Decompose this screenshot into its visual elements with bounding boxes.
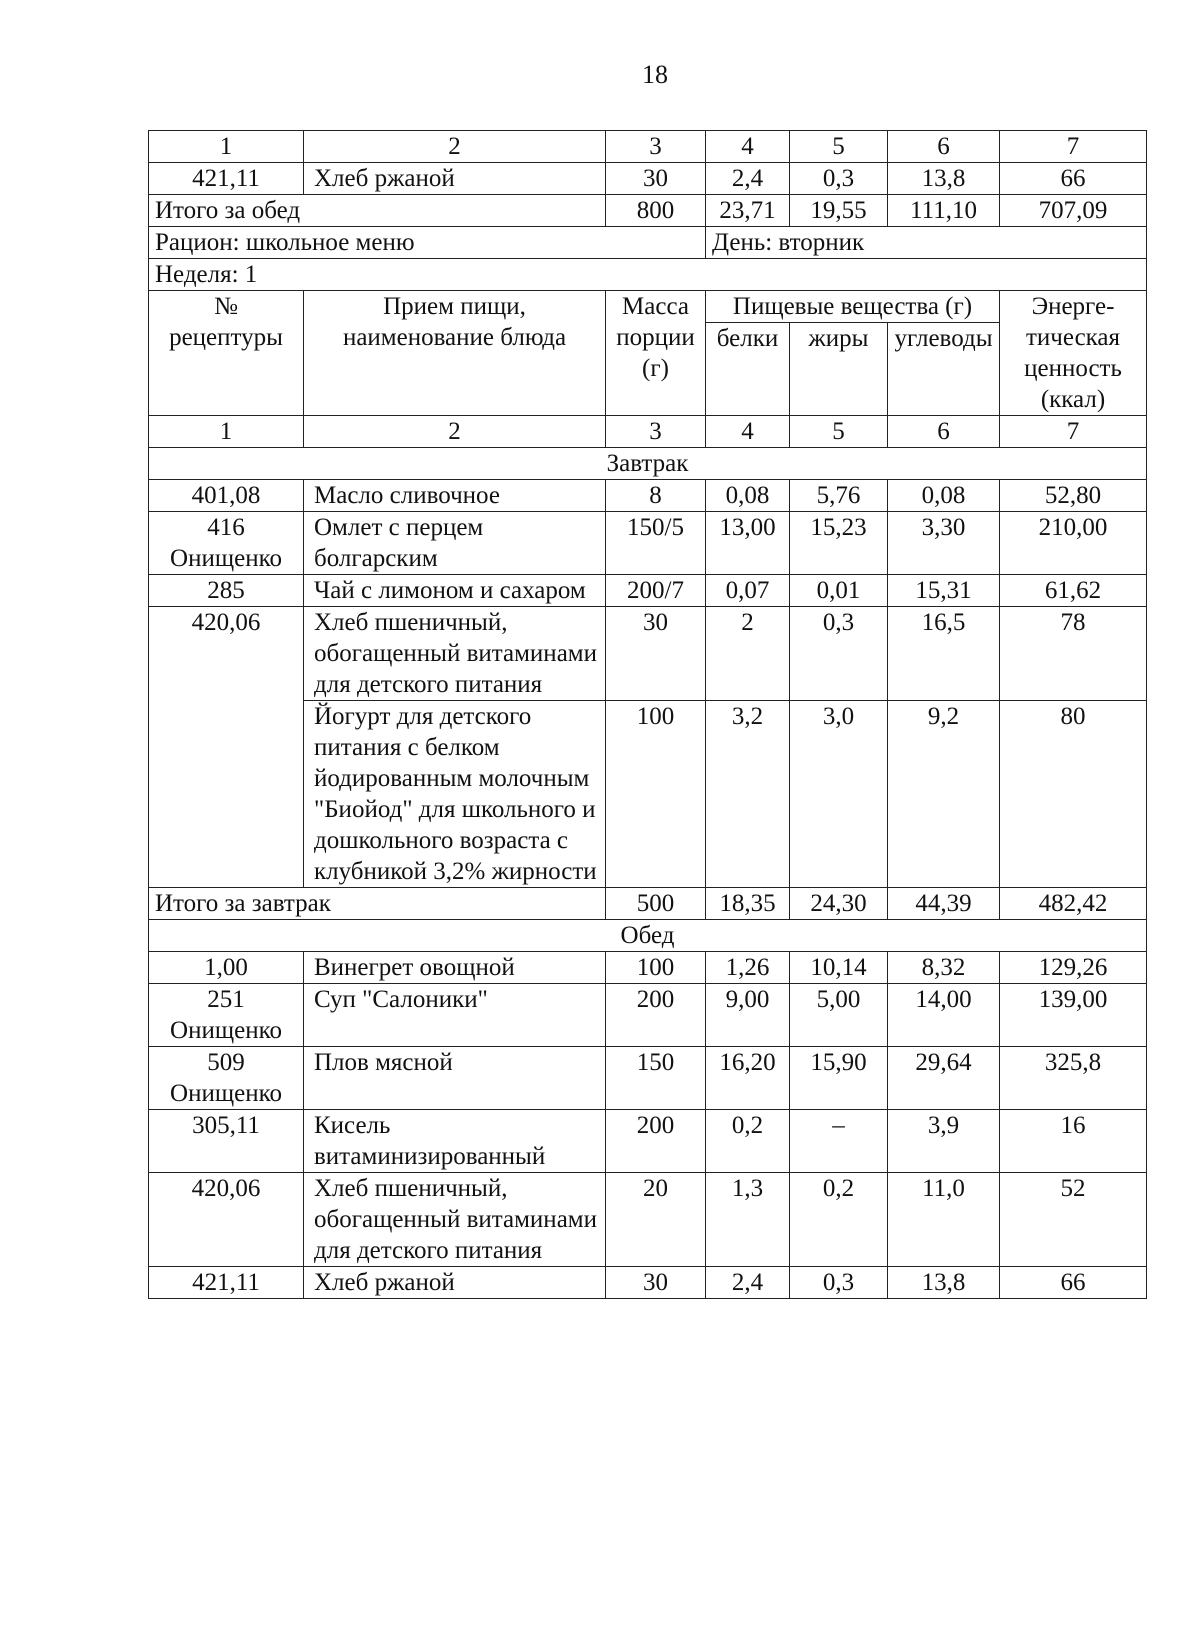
portion-mass: 150/5 — [606, 512, 706, 575]
recipe-code: 1,00 — [149, 952, 304, 984]
column-number: 5 — [790, 131, 888, 163]
carbs-value: 11,0 — [888, 1173, 1000, 1267]
portion-mass: 30 — [606, 1267, 706, 1299]
recipe-code: 285 — [149, 575, 304, 607]
kcal-value: 66 — [1000, 163, 1147, 195]
dish-name: Хлеб ржаной — [304, 1267, 606, 1299]
ration-label: Рацион: школьное меню — [149, 227, 706, 259]
dish-name: Плов мясной — [304, 1047, 606, 1110]
column-number: 3 — [606, 131, 706, 163]
header-protein: белки — [706, 323, 790, 416]
kcal-value: 129,26 — [1000, 952, 1147, 984]
portion-mass: 800 — [606, 195, 706, 227]
header-row — [149, 291, 1147, 323]
fat-value: 24,30 — [790, 888, 888, 920]
protein-value: 18,35 — [706, 888, 790, 920]
kcal-value: 52,80 — [1000, 480, 1147, 512]
fat-value: 5,00 — [790, 984, 888, 1047]
carbs-value: 9,2 — [888, 701, 1000, 888]
column-number-row — [149, 416, 1147, 448]
page-number: 18 — [642, 60, 668, 89]
protein-value: 1,3 — [706, 1173, 790, 1267]
carbs-value: 44,39 — [888, 888, 1000, 920]
recipe-code: 401,08 — [149, 480, 304, 512]
fat-value: 5,76 — [790, 480, 888, 512]
protein-value: 2 — [706, 607, 790, 701]
portion-mass: 150 — [606, 1047, 706, 1110]
protein-value: 23,71 — [706, 195, 790, 227]
recipe-code: 420,06 — [149, 607, 304, 888]
fat-value: 0,01 — [790, 575, 888, 607]
column-number-row — [149, 131, 1147, 163]
portion-mass: 200/7 — [606, 575, 706, 607]
dish-name: Омлет с перцем болгарским — [304, 512, 606, 575]
portion-mass: 30 — [606, 607, 706, 701]
protein-value: 3,2 — [706, 701, 790, 888]
dish-name: Хлеб пшеничный, обогащенный витаминами для детского питания — [304, 1173, 606, 1267]
dish-name: Хлеб ржаной — [304, 163, 606, 195]
column-number: 3 — [606, 416, 706, 448]
kcal-value: 61,62 — [1000, 575, 1147, 607]
protein-value: 2,4 — [706, 163, 790, 195]
column-number: 5 — [790, 416, 888, 448]
kcal-value: 16 — [1000, 1110, 1147, 1173]
protein-value: 0,07 — [706, 575, 790, 607]
dish-name: Масло сливочное — [304, 480, 606, 512]
protein-value: 1,26 — [706, 952, 790, 984]
carbs-value: 8,32 — [888, 952, 1000, 984]
kcal-value: 210,00 — [1000, 512, 1147, 575]
protein-value: 16,20 — [706, 1047, 790, 1110]
section-title-lunch: Обед — [149, 920, 1147, 952]
day-label: День: вторник — [706, 227, 1147, 259]
carbs-value: 0,08 — [888, 480, 1000, 512]
carbs-value: 16,5 — [888, 607, 1000, 701]
portion-mass: 200 — [606, 984, 706, 1047]
week-row — [149, 259, 1147, 291]
table-row — [149, 480, 1147, 512]
column-number: 1 — [149, 131, 304, 163]
fat-value: 15,90 — [790, 1047, 888, 1110]
menu-table — [148, 130, 1147, 1299]
recipe-code: 421,11 — [149, 163, 304, 195]
table-row — [149, 1173, 1147, 1267]
section-row — [149, 448, 1147, 480]
column-number: 1 — [149, 416, 304, 448]
recipe-code: 420,06 — [149, 1173, 304, 1267]
dish-name: Йогурт для детского питания с белком йодированным молочным "Биойод" для школьного и дошкольного возраста с клубникой 3,2% жирности — [304, 701, 606, 888]
table-row — [149, 1047, 1147, 1110]
table-row — [149, 1110, 1147, 1173]
recipe-code: 509 Онищенко — [149, 1047, 304, 1110]
portion-mass: 100 — [606, 952, 706, 984]
fat-value: 3,0 — [790, 701, 888, 888]
section-title-breakfast: Завтрак — [149, 448, 1147, 480]
protein-value: 2,4 — [706, 1267, 790, 1299]
table-row — [149, 512, 1147, 575]
fat-value: 19,55 — [790, 195, 888, 227]
column-number: 4 — [706, 131, 790, 163]
section-row — [149, 920, 1147, 952]
recipe-code: 416 Онищенко — [149, 512, 304, 575]
kcal-value: 52 — [1000, 1173, 1147, 1267]
protein-value: 9,00 — [706, 984, 790, 1047]
total-label: Итого за завтрак — [149, 888, 606, 920]
kcal-value: 482,42 — [1000, 888, 1147, 920]
dish-name: Суп "Салоники" — [304, 984, 606, 1047]
carbs-value: 29,64 — [888, 1047, 1000, 1110]
total-row — [149, 888, 1147, 920]
protein-value: 13,00 — [706, 512, 790, 575]
fat-value: 0,2 — [790, 1173, 888, 1267]
kcal-value: 139,00 — [1000, 984, 1147, 1047]
kcal-value: 325,8 — [1000, 1047, 1147, 1110]
portion-mass: 100 — [606, 701, 706, 888]
portion-mass: 200 — [606, 1110, 706, 1173]
column-number: 7 — [1000, 131, 1147, 163]
fat-value: 0,3 — [790, 607, 888, 701]
portion-mass: 8 — [606, 480, 706, 512]
protein-value: 0,2 — [706, 1110, 790, 1173]
column-number: 4 — [706, 416, 790, 448]
kcal-value: 80 — [1000, 701, 1147, 888]
column-number: 6 — [888, 131, 1000, 163]
table-row — [149, 163, 1147, 195]
fat-value: 0,3 — [790, 163, 888, 195]
dish-name: Хлеб пшеничный, обогащенный витаминами для детского питания — [304, 607, 606, 701]
fat-value: 0,3 — [790, 1267, 888, 1299]
recipe-code: 305,11 — [149, 1110, 304, 1173]
recipe-code: 251 Онищенко — [149, 984, 304, 1047]
carbs-value: 3,30 — [888, 512, 1000, 575]
carbs-value: 13,8 — [888, 163, 1000, 195]
kcal-value: 707,09 — [1000, 195, 1147, 227]
table-row — [149, 575, 1147, 607]
week-label: Неделя: 1 — [149, 259, 1147, 291]
carbs-value: 14,00 — [888, 984, 1000, 1047]
portion-mass: 30 — [606, 163, 706, 195]
column-number: 2 — [304, 131, 606, 163]
table-row — [149, 984, 1147, 1047]
carbs-value: 13,8 — [888, 1267, 1000, 1299]
header-recipe-no: № рецептуры — [149, 291, 304, 416]
fat-value: – — [790, 1110, 888, 1173]
dish-name: Винегрет овощной — [304, 952, 606, 984]
table-row — [149, 1267, 1147, 1299]
header-portion-mass: Масса порции (г) — [606, 291, 706, 416]
column-number: 6 — [888, 416, 1000, 448]
protein-value: 0,08 — [706, 480, 790, 512]
table-row — [149, 607, 1147, 701]
carbs-value: 3,9 — [888, 1110, 1000, 1173]
ration-row — [149, 227, 1147, 259]
column-number: 7 — [1000, 416, 1147, 448]
dish-name: Кисель витаминизированный — [304, 1110, 606, 1173]
table-row — [149, 952, 1147, 984]
kcal-value: 66 — [1000, 1267, 1147, 1299]
dish-name: Чай с лимоном и сахаром — [304, 575, 606, 607]
total-row — [149, 195, 1147, 227]
header-meal-name: Прием пищи, наименование блюда — [304, 291, 606, 416]
header-energy: Энерге-тическая ценность (ккал) — [1000, 291, 1147, 416]
fat-value: 15,23 — [790, 512, 888, 575]
total-label: Итого за обед — [149, 195, 606, 227]
carbs-value: 111,10 — [888, 195, 1000, 227]
kcal-value: 78 — [1000, 607, 1147, 701]
header-carbs: углеводы — [888, 323, 1000, 416]
header-fat: жиры — [790, 323, 888, 416]
header-nutrients: Пищевые вещества (г) — [706, 291, 1000, 323]
carbs-value: 15,31 — [888, 575, 1000, 607]
fat-value: 10,14 — [790, 952, 888, 984]
recipe-code: 421,11 — [149, 1267, 304, 1299]
portion-mass: 20 — [606, 1173, 706, 1267]
portion-mass: 500 — [606, 888, 706, 920]
column-number: 2 — [304, 416, 606, 448]
